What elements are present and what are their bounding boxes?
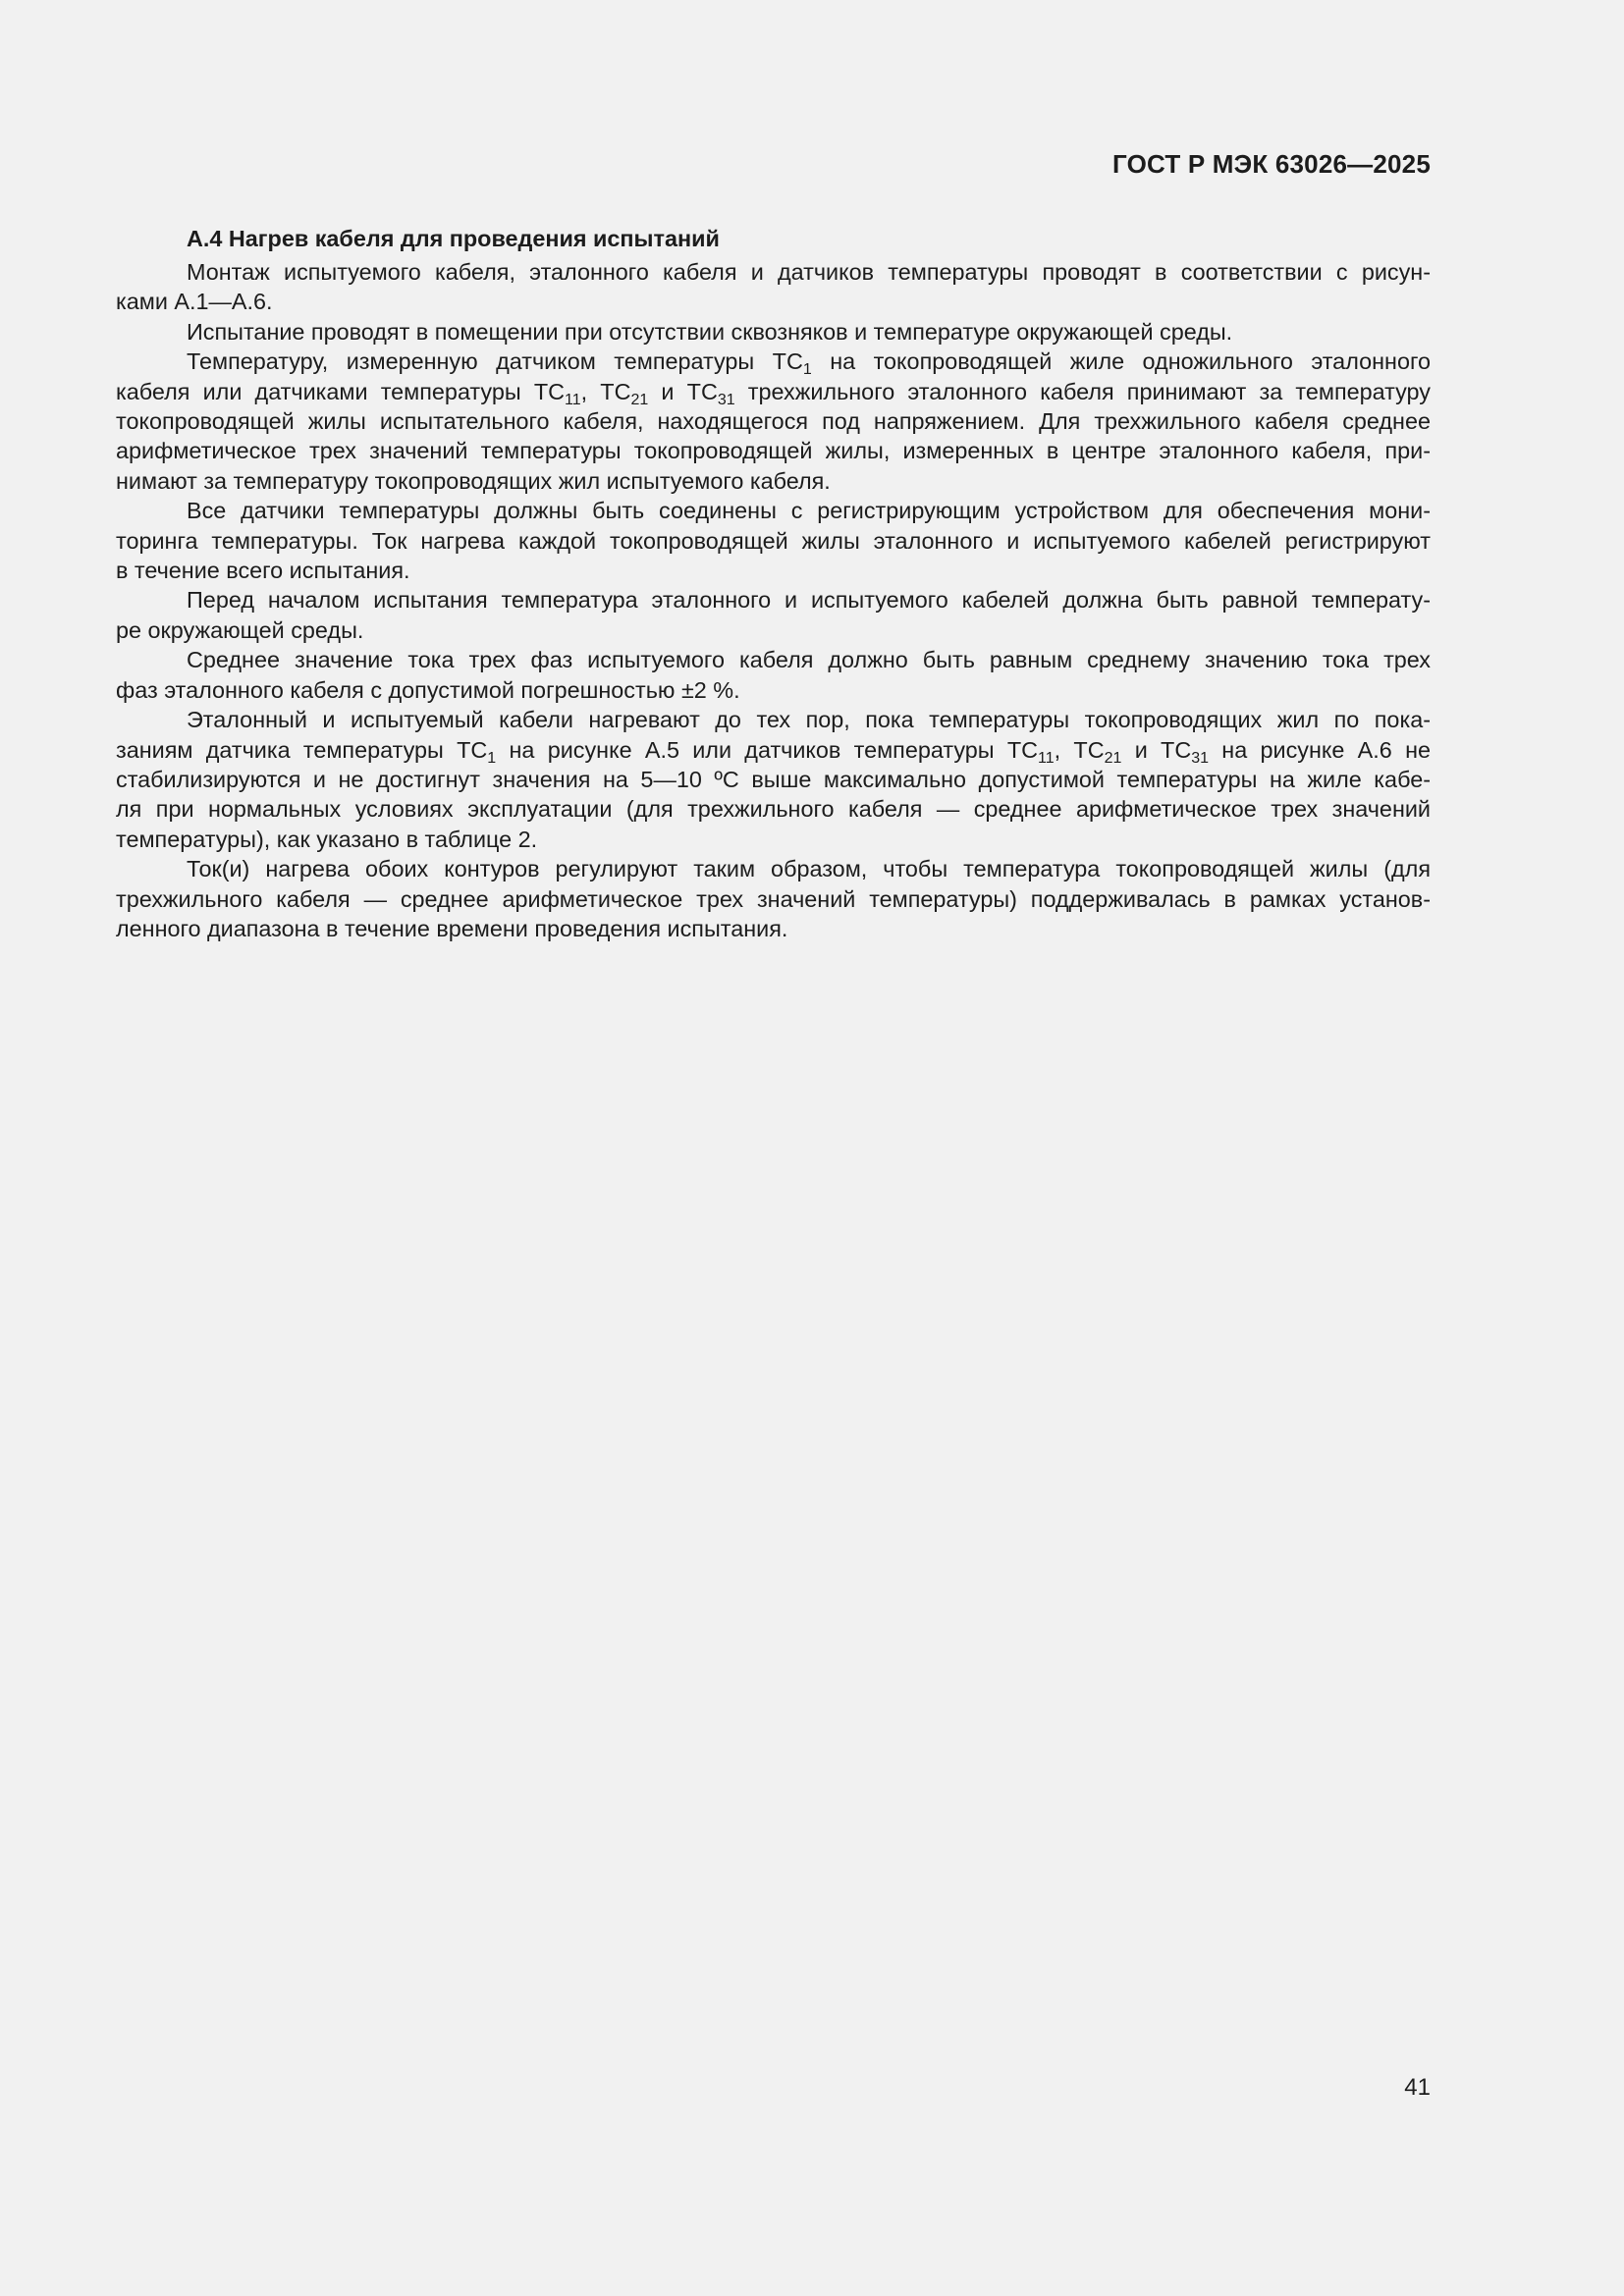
text-line: ре окружающей среды.	[116, 616, 364, 643]
text-line: Среднее значение тока трех фаз испытуемого кабеля должно быть равным среднему значению тока трех	[187, 647, 1431, 673]
subscript-index: 1	[487, 749, 497, 767]
paragraph-initial-temperature	[116, 585, 1431, 645]
text-line: Испытание проводят в помещении при отсутствии сквозняков и температуре окружающей среды.	[187, 318, 1233, 345]
text-fragment: и ТС	[648, 378, 718, 404]
text-line	[116, 735, 1431, 765]
text-line	[116, 347, 1431, 379]
subscript-index: 21	[630, 391, 649, 408]
text-fragment: на рисунке А.5 или датчиков температуры ТС	[496, 736, 1039, 763]
text-line: в течение всего испытания.	[116, 558, 410, 584]
text-line: арифметическое трех значений температуры токопроводящей жилы, измеренных в центре эталонного кабеля, при-	[116, 438, 1431, 464]
paragraph-mounting	[116, 257, 1431, 317]
subscript-index: 31	[717, 391, 735, 408]
paragraph-sensors	[116, 496, 1431, 585]
text-line: Все датчики температуры должны быть соединены с регистрирующим устройством для обеспечения мони-	[187, 498, 1431, 524]
text-fragment: заниям датчика температуры ТС	[116, 736, 488, 763]
text-fragment: , ТС	[1054, 736, 1105, 763]
subscript-index: 31	[1191, 749, 1210, 767]
standard-designation: ГОСТ Р МЭК 63026—2025	[1111, 149, 1431, 179]
text-line: токопроводящей жилы испытательного кабеля, находящегося под напряжением. Для трехжильного кабеля среднее	[116, 408, 1431, 435]
paragraph-conditions	[116, 317, 1431, 347]
text-fragment: на рисунке А.6 не	[1209, 736, 1431, 763]
text-line: Монтаж испытуемого кабеля, эталонного кабеля и датчиков температуры проводят в соответствии с рисун-	[187, 259, 1431, 285]
text-line: нимают за температуру токопроводящих жил испытуемого кабеля.	[116, 467, 831, 494]
text-fragment: Температуру, измеренную датчиком температуры ТС	[187, 348, 803, 375]
paragraph-heating	[116, 705, 1431, 854]
subscript-index: 11	[565, 391, 581, 408]
subscript-index: 21	[1104, 749, 1122, 767]
text-line: стабилизируются и не достигнут значения на 5—10 ºС выше максимально допустимой температуры на жиле кабе-	[116, 766, 1431, 792]
section-heading: А.4 Нагрев кабеля для проведения испытаний	[187, 226, 720, 251]
text-fragment: и ТС	[1121, 736, 1192, 763]
text-fragment: кабеля или датчиками температуры ТС	[116, 378, 566, 404]
paragraph-temperature-measurement	[116, 347, 1431, 496]
text-line: фаз эталонного кабеля с допустимой погрешностью ±2 %.	[116, 676, 740, 703]
text-line: торинга температуры. Ток нагрева каждой токопроводящей жилы эталонного и испытуемого кабелей регистрируют	[116, 527, 1431, 554]
text-line	[116, 377, 1431, 406]
text-fragment: на токопроводящей жиле одножильного эталонного	[811, 348, 1431, 375]
text-line: трехжильного кабеля — среднее арифметическое трех значений температуры) поддерживалась в рамках установ-	[116, 885, 1431, 912]
text-line: Эталонный и испытуемый кабели нагревают до тех пор, пока температуры токопроводящих жил по пока-	[187, 707, 1431, 733]
text-line: ленного диапазона в течение времени проведения испытания.	[116, 915, 788, 941]
text-line: Ток(и) нагрева обоих контуров регулируют таким образом, чтобы температура токопроводящей жилы (для	[187, 856, 1431, 882]
paragraph-current	[116, 645, 1431, 705]
text-fragment: трехжильного эталонного кабеля принимают за температуру	[734, 378, 1431, 404]
text-line: ля при нормальных условиях эксплуатации (для трехжильного кабеля — среднее арифметическое трех значений	[116, 796, 1431, 823]
text-line: ками А.1—А.6.	[116, 289, 273, 315]
subscript-index: 11	[1038, 749, 1055, 767]
subscript-index: 1	[802, 361, 812, 379]
document-body	[116, 223, 1431, 943]
text-fragment: , ТС	[580, 378, 631, 404]
page-number: 41	[1404, 2074, 1431, 2101]
paragraph-regulation	[116, 854, 1431, 943]
text-line: Перед началом испытания температура эталонного и испытуемого кабелей должна быть равной температу-	[187, 587, 1431, 614]
text-line: температуры), как указано в таблице 2.	[116, 826, 538, 852]
